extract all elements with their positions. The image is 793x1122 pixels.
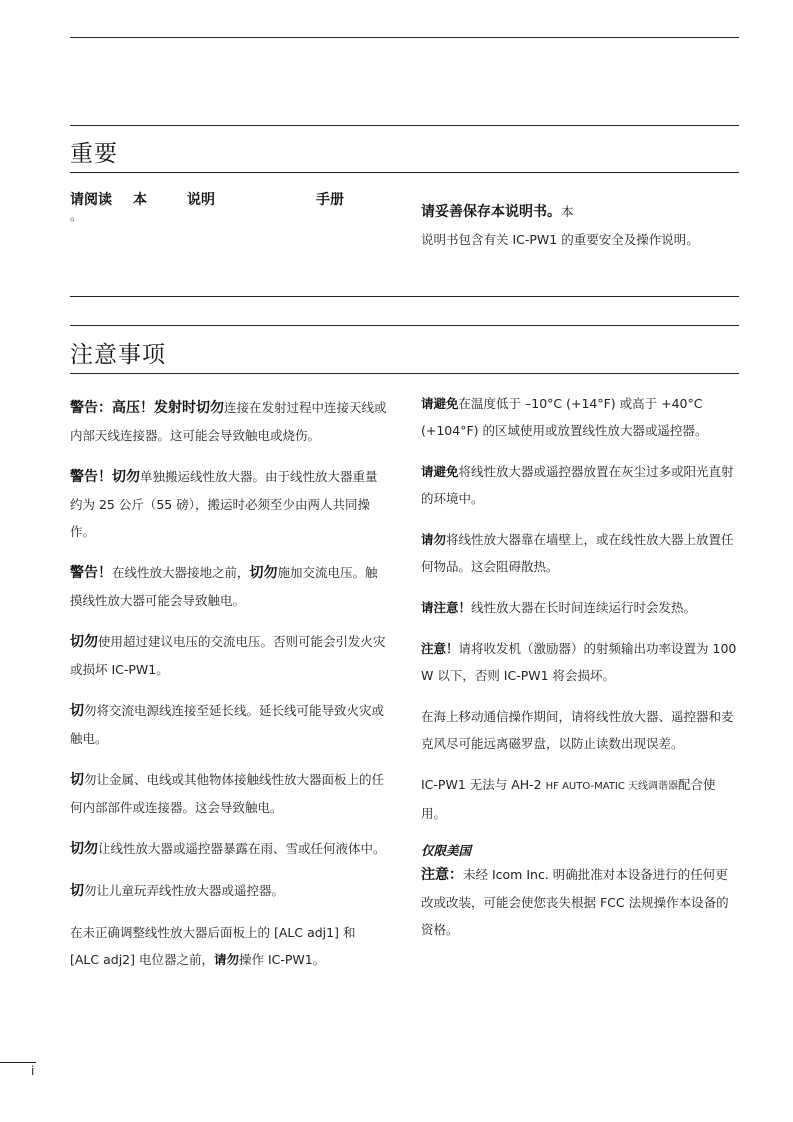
precaution-left-5: 切勿将交流电源线连接至延长线。延长线可能导致火灾或触电。 bbox=[70, 703, 385, 746]
precaution-right-6: 在海上移动通信操作期间，请将线性放大器、遥控器和麦克风尽可能远离磁罗盘，以防止读数出现误差。 bbox=[421, 709, 734, 751]
precaution-left-6: 切勿让金属、电线或其他物体接触线性放大器面板上的任何内部部件或连接器。这会导致触电。 bbox=[70, 772, 385, 815]
imp-word-2: 本 bbox=[133, 192, 147, 208]
usa-only-note bbox=[421, 841, 739, 943]
precaution-left-3: 警告！在线性放大器接地之前，切勿施加交流电压。触摸线性放大器可能会导致触电。 bbox=[70, 565, 378, 608]
precaution-right-2: 请避免将线性放大器或遥控器放置在灰尘过多或阳光直射的环境中。 bbox=[421, 464, 734, 506]
precaution-left-7: 切勿让线性放大器或遥控器暴露在雨、雪或任何液体中。 bbox=[70, 841, 386, 857]
imp-period: 。 bbox=[70, 209, 83, 223]
precaution-right-7: IC-PW1 无法与 AH-2 HF AUTO-MATIC 天线调谐器配合使用。 bbox=[421, 777, 716, 821]
section-divider-rule bbox=[70, 296, 739, 297]
imp-right-tail: 本 bbox=[561, 204, 574, 219]
precaution-right-4: 请注意！线性放大器在长时间连续运行时会发热。 bbox=[421, 600, 697, 615]
important-bottom-rule bbox=[70, 172, 739, 173]
imp-word-3: 说明 bbox=[187, 192, 215, 208]
important-top-rule bbox=[70, 125, 739, 126]
top-rule bbox=[70, 37, 739, 38]
usa-caution-bold: 注意： bbox=[421, 867, 463, 883]
precautions-bottom-rule bbox=[70, 373, 739, 374]
precaution-left-1: 警告：高压！发射时切勿连接在发射过程中连接天线或内部天线连接器。这可能会导致触电或烧伤。 bbox=[70, 400, 387, 443]
usa-only-label: 仅限美国 bbox=[421, 843, 472, 858]
page-number: i bbox=[31, 1064, 35, 1078]
footer-rule bbox=[0, 1062, 36, 1063]
precautions-left-column bbox=[70, 394, 388, 987]
precaution-left-8: 切勿让儿童玩弄线性放大器或遥控器。 bbox=[70, 883, 285, 899]
usa-caution-text: 未经 Icom Inc. 明确批准对本设备进行的任何更改或改装，可能会使您丧失根据 FCC 法规操作本设备的资格。 bbox=[421, 867, 729, 937]
important-right-text bbox=[421, 198, 739, 253]
precautions-title: 注意事项 bbox=[70, 342, 166, 368]
imp-word-1: 请阅读 bbox=[70, 192, 112, 208]
imp-right-bold: 请妥善保存本说明书。 bbox=[421, 204, 561, 220]
imp-right-line2: 说明书包含有关 IC-PW1 的重要安全及操作说明。 bbox=[421, 232, 699, 247]
precaution-left-9: 在未正确调整线性放大器后面板上的 [ALC adj1] 和 [ALC adj2] 电位器之前，请勿操作 IC-PW1。 bbox=[70, 925, 356, 967]
precaution-right-3: 请勿将线性放大器靠在墙壁上，或在线性放大器上放置任何物品。这会阻碍散热。 bbox=[421, 532, 734, 574]
precaution-right-5: 注意！请将收发机（激励器）的射频输出功率设置为 100 W 以下，否则 IC-PW1 将会损坏。 bbox=[421, 641, 737, 683]
precaution-left-2: 警告！切勿单独搬运线性放大器。由于线性放大器重量约为 25 公斤（55 磅），搬运时必须至少由两人共同操作。 bbox=[70, 469, 378, 539]
precaution-right-1: 请避免在温度低于 –10°C (+14°F) 或高于 +40°C (+104°F) 的区域使用或放置线性放大器或遥控器。 bbox=[421, 396, 708, 438]
precautions-top-rule bbox=[70, 325, 739, 326]
imp-word-4: 手册 bbox=[316, 192, 344, 208]
precautions-right-column bbox=[421, 390, 739, 943]
precaution-left-4: 切勿使用超过建议电压的交流电压。否则可能会引发火灾或损坏 IC-PW1。 bbox=[70, 634, 386, 677]
important-title: 重要 bbox=[70, 141, 118, 167]
